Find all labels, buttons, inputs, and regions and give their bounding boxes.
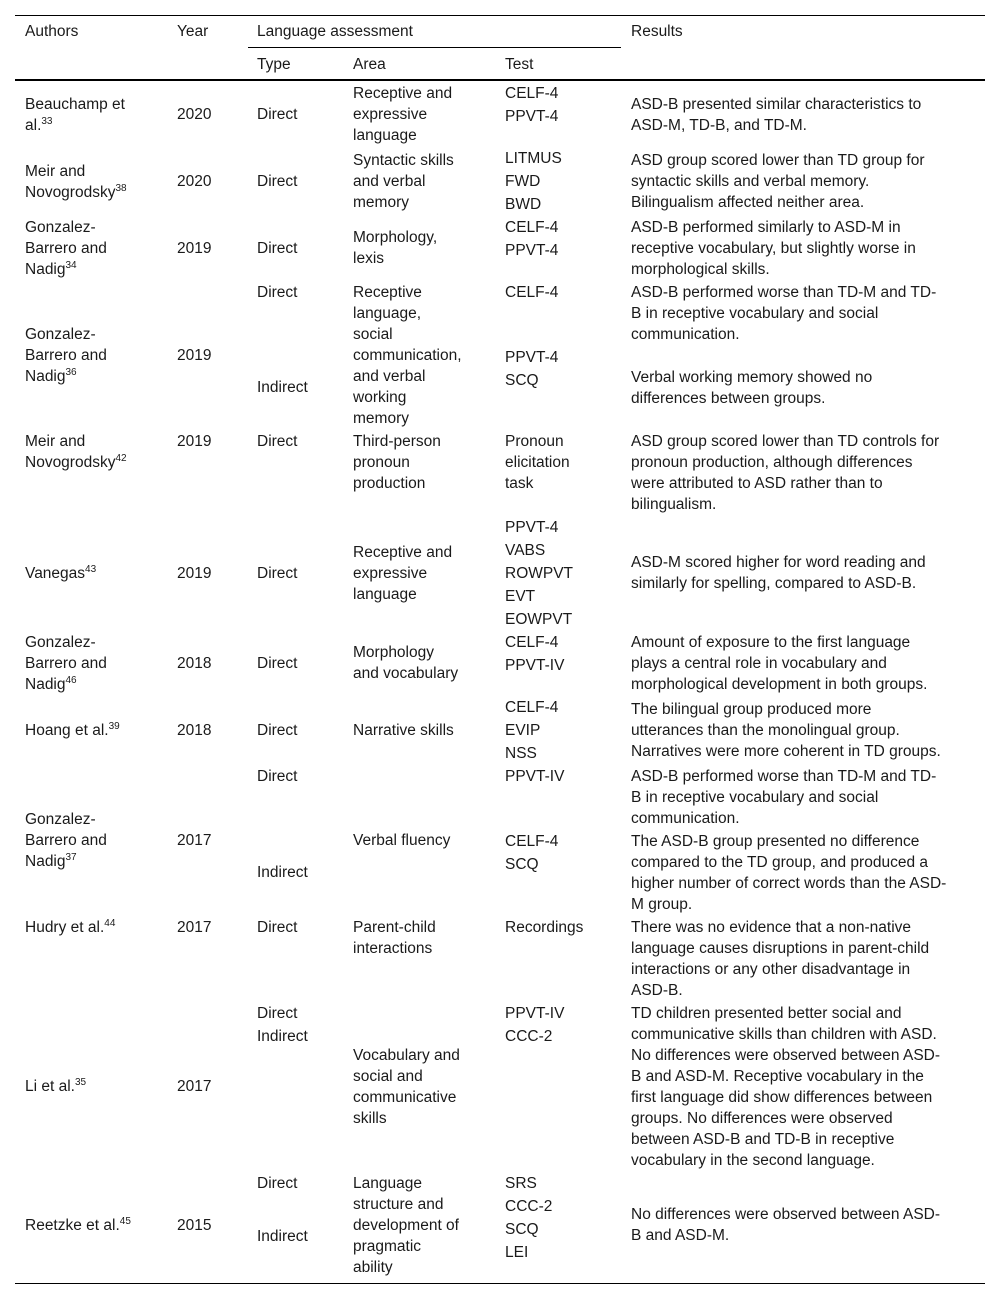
year-cell: 2017 bbox=[177, 919, 212, 936]
results-cell: ASD-B presented similar characteristics to ASD-M, TD-B, and TD-M. bbox=[631, 96, 922, 134]
results-cell: ASD-M scored higher for word reading and similarly for spelling, compared to ASD-B. bbox=[631, 554, 926, 592]
results-cell: TD children presented better social and communicative skills than children with ASD. No differences were observed between ASD- B and ASD-M. Receptive vocabulary in the first language did show differences between groups. No differences were observed between ASD-B and TD-B in receptive vocabulary in the second language. bbox=[631, 1005, 941, 1169]
year-cell: 2018 bbox=[177, 655, 212, 672]
area-cell: Syntactic skills and verbal memory bbox=[353, 152, 454, 211]
author-cell: Gonzalez- Barrero and Nadig$^{36}$ bbox=[25, 326, 107, 385]
header-type: Type bbox=[257, 56, 291, 73]
area-cell: Receptive language, social communication, and verbal working memory bbox=[353, 284, 462, 427]
test-cell: SRS bbox=[505, 1175, 537, 1192]
test-cell: EVT bbox=[505, 588, 536, 605]
test-cell: CCC-2 bbox=[505, 1198, 553, 1215]
test-cell: SCQ bbox=[505, 1221, 539, 1238]
type-cell: Indirect bbox=[257, 1228, 308, 1245]
test-cell: SCQ bbox=[505, 856, 539, 873]
language-assessment-rule bbox=[248, 47, 621, 48]
year-cell: 2020 bbox=[177, 106, 212, 123]
results-cell: Amount of exposure to the first language plays a central role in vocabulary and morphological development in both groups. bbox=[631, 634, 928, 693]
results-cell: Verbal working memory showed no differences between groups. bbox=[631, 369, 873, 407]
test-cell: EVIP bbox=[505, 722, 541, 739]
table-bottom-rule bbox=[15, 1283, 985, 1284]
area-cell: Receptive and expressive language bbox=[353, 544, 453, 603]
header-area: Area bbox=[353, 56, 386, 73]
test-cell: PPVT-IV bbox=[505, 657, 565, 674]
type-cell: Direct bbox=[257, 284, 298, 301]
area-cell: Verbal fluency bbox=[353, 832, 451, 849]
author-cell: Meir and Novogrodsky$^{42}$ bbox=[25, 433, 127, 471]
year-cell: 2017 bbox=[177, 1078, 212, 1095]
test-cell: ROWPVT bbox=[505, 565, 574, 582]
test-cell: CELF-4 bbox=[505, 85, 559, 102]
test-cell: VABS bbox=[505, 542, 546, 559]
test-cell: CELF-4 bbox=[505, 634, 559, 651]
author-cell: Li et al.$^{35}$ bbox=[25, 1076, 87, 1095]
type-cell: Direct bbox=[257, 655, 298, 672]
area-cell: Receptive and expressive language bbox=[353, 85, 453, 144]
test-cell: SCQ bbox=[505, 372, 539, 389]
header-test: Test bbox=[505, 56, 534, 73]
test-cell: CELF-4 bbox=[505, 833, 559, 850]
header-language-assessment: Language assessment bbox=[257, 23, 413, 40]
test-cell: Recordings bbox=[505, 919, 584, 936]
type-cell: Direct bbox=[257, 433, 298, 450]
author-cell: Hoang et al.$^{39}$ bbox=[25, 720, 120, 739]
author-cell: Meir and Novogrodsky$^{38}$ bbox=[25, 163, 127, 201]
type-cell: Indirect bbox=[257, 864, 308, 881]
type-cell: Direct bbox=[257, 722, 298, 739]
area-cell: Morphology and vocabulary bbox=[353, 644, 459, 682]
test-cell: Pronoun elicitation task bbox=[505, 433, 570, 492]
test-cell: NSS bbox=[505, 745, 537, 762]
results-cell: ASD group scored lower than TD group for syntactic skills and verbal memory. Bilingualism affected neither area. bbox=[631, 152, 925, 211]
results-cell: ASD-B performed similarly to ASD-M in receptive vocabulary, but slightly worse in morphological skills. bbox=[631, 219, 916, 278]
year-cell: 2019 bbox=[177, 347, 212, 364]
test-cell: PPVT-4 bbox=[505, 242, 559, 259]
test-cell: PPVT-IV bbox=[505, 1005, 565, 1022]
area-cell: Morphology, lexis bbox=[353, 229, 438, 267]
type-cell: Direct bbox=[257, 768, 298, 785]
table-top-rule bbox=[15, 15, 985, 16]
header-year: Year bbox=[177, 23, 209, 40]
author-cell: Gonzalez- Barrero and Nadig$^{46}$ bbox=[25, 634, 107, 693]
year-cell: 2015 bbox=[177, 1217, 212, 1234]
type-cell: Direct bbox=[257, 173, 298, 190]
test-cell: EOWPVT bbox=[505, 611, 573, 628]
area-cell: Third-person pronoun production bbox=[353, 433, 441, 492]
type-cell: Direct bbox=[257, 1005, 298, 1022]
area-cell: Language structure and development of pragmatic ability bbox=[353, 1175, 459, 1276]
author-cell: Hudry et al.$^{44}$ bbox=[25, 917, 116, 936]
test-cell: LITMUS bbox=[505, 150, 562, 167]
area-cell: Parent-child interactions bbox=[353, 919, 436, 957]
year-cell: 2017 bbox=[177, 832, 212, 849]
test-cell: CELF-4 bbox=[505, 219, 559, 236]
results-cell: The ASD-B group presented no difference compared to the TD group, and produced a higher number of correct words than the ASD- M group. bbox=[631, 833, 947, 913]
results-cell: The bilingual group produced more utterances than the monolingual group. Narratives were more coherent in TD groups. bbox=[631, 701, 941, 760]
author-cell: Reetzke et al.$^{45}$ bbox=[25, 1215, 131, 1234]
type-cell: Direct bbox=[257, 106, 298, 123]
year-cell: 2019 bbox=[177, 565, 212, 582]
test-cell: BWD bbox=[505, 196, 542, 213]
year-cell: 2020 bbox=[177, 173, 212, 190]
year-cell: 2019 bbox=[177, 433, 212, 450]
author-cell: Gonzalez- Barrero and Nadig$^{37}$ bbox=[25, 811, 107, 870]
type-cell: Direct bbox=[257, 565, 298, 582]
header-results: Results bbox=[631, 23, 683, 40]
area-cell: Vocabulary and social and communicative skills bbox=[353, 1047, 460, 1127]
author-cell: Vanegas$^{43}$ bbox=[25, 563, 97, 582]
area-cell: Narrative skills bbox=[353, 722, 454, 739]
test-cell: PPVT-4 bbox=[505, 108, 559, 125]
author-cell: Gonzalez- Barrero and Nadig$^{34}$ bbox=[25, 219, 107, 278]
type-cell: Direct bbox=[257, 919, 298, 936]
year-cell: 2019 bbox=[177, 240, 212, 257]
author-cell: Beauchamp et al.$^{33}$ bbox=[25, 96, 125, 134]
test-cell: CELF-4 bbox=[505, 284, 559, 301]
results-cell: ASD-B performed worse than TD-M and TD- B in receptive vocabulary and social communication. bbox=[631, 284, 937, 343]
test-cell: PPVT-4 bbox=[505, 349, 559, 366]
test-cell: PPVT-4 bbox=[505, 519, 559, 536]
test-cell: CELF-4 bbox=[505, 699, 559, 716]
header-authors: Authors bbox=[25, 23, 79, 40]
results-cell: No differences were observed between ASD- B and ASD-M. bbox=[631, 1206, 941, 1244]
test-cell: LEI bbox=[505, 1244, 529, 1261]
results-cell: ASD-B performed worse than TD-M and TD- B in receptive vocabulary and social communication. bbox=[631, 768, 937, 827]
test-cell: FWD bbox=[505, 173, 541, 190]
test-cell: PPVT-IV bbox=[505, 768, 565, 785]
type-cell: Indirect bbox=[257, 379, 308, 396]
type-cell: Direct bbox=[257, 1175, 298, 1192]
type-cell: Indirect bbox=[257, 1028, 308, 1045]
results-cell: There was no evidence that a non-native language causes disruptions in parent-child interactions or any other disadvantage in ASD-B. bbox=[631, 919, 930, 999]
results-cell: ASD group scored lower than TD controls for pronoun production, although differences were attributed to ASD rather than to bilingualism. bbox=[631, 433, 940, 513]
test-cell: CCC-2 bbox=[505, 1028, 553, 1045]
type-cell: Direct bbox=[257, 240, 298, 257]
year-cell: 2018 bbox=[177, 722, 212, 739]
header-bottom-rule bbox=[15, 79, 985, 81]
